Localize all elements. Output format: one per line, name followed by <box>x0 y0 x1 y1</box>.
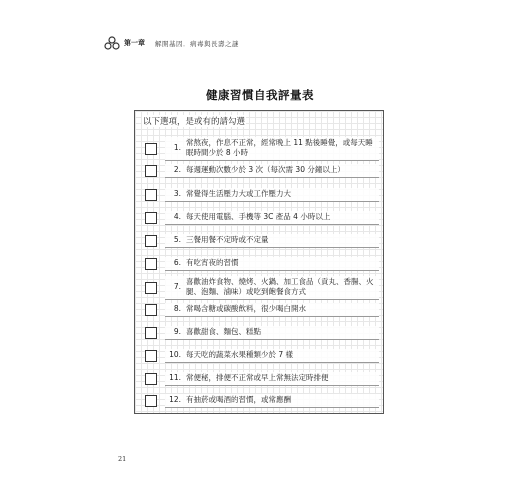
item-number: 1. <box>173 143 181 152</box>
item-number: 11. <box>169 373 181 382</box>
item-label: 有抽菸或喝酒的習慣，或常應酬 <box>186 395 291 404</box>
chapter-label: 第一章 <box>124 38 145 47</box>
item-number: 5. <box>173 235 181 244</box>
item-label: 常喝含糖或碳酸飲料，很少喝白開水 <box>186 304 306 313</box>
clover-icon <box>104 36 120 50</box>
item-label: 每週運動次數少於 3 次（每次需 30 分鐘以上） <box>186 165 345 174</box>
item-number: 7. <box>173 282 181 291</box>
checkbox[interactable] <box>145 282 157 294</box>
item-label: 三餐用餐不定時或不定量 <box>186 235 269 244</box>
item-label: 常熬夜，作息不正常，經常晚上 11 點後睡覺，或每天睡眠時間少於 8 小時 <box>186 138 373 157</box>
item-label: 有吃宵夜的習慣 <box>186 258 239 267</box>
item-number: 2. <box>173 165 181 174</box>
checkbox[interactable] <box>145 258 157 270</box>
page-title: 健康習慣自我評量表 <box>206 88 314 102</box>
checkbox[interactable] <box>145 373 157 385</box>
item-label: 常覺得生活壓力大或工作壓力大 <box>186 189 291 198</box>
item-label: 喜歡甜食、麵包、糕點 <box>186 327 261 336</box>
chapter-title: 解開基因．病毒與長壽之謎 <box>155 39 239 48</box>
item-number: 10. <box>169 350 181 359</box>
checkbox[interactable] <box>145 189 157 201</box>
item-label: 常便秘，排便不正常或早上常無法定時排便 <box>186 373 329 382</box>
checkbox[interactable] <box>145 304 157 316</box>
checkbox[interactable] <box>145 350 157 362</box>
item-number: 12. <box>169 395 181 404</box>
item-number: 6. <box>173 258 181 267</box>
checkbox[interactable] <box>145 235 157 247</box>
item-label: 每天吃的蔬菜水果種類少於 7 樣 <box>186 350 294 359</box>
chapter-header <box>104 36 239 50</box>
item-number: 3. <box>173 189 181 198</box>
checkbox[interactable] <box>145 165 157 177</box>
item-number: 4. <box>173 212 181 221</box>
page-number: 21 <box>118 455 127 463</box>
checkbox[interactable] <box>145 327 157 339</box>
item-number: 8. <box>173 304 181 313</box>
item-number: 9. <box>173 327 181 336</box>
item-label: 每天使用電腦、手機等 3C 產品 4 小時以上 <box>186 212 331 221</box>
item-label: 喜歡油炸食物、燒烤、火鍋、加工食品（貢丸、香腸、火腿、泡麵、滷味）或吃到飽餐食方式 <box>186 277 374 296</box>
instruction-text: 以下選項，是或有的請勾選 <box>143 117 246 127</box>
checkbox[interactable] <box>145 395 157 407</box>
checklist-box <box>134 110 384 414</box>
checkbox[interactable] <box>145 143 157 155</box>
checkbox[interactable] <box>145 212 157 224</box>
